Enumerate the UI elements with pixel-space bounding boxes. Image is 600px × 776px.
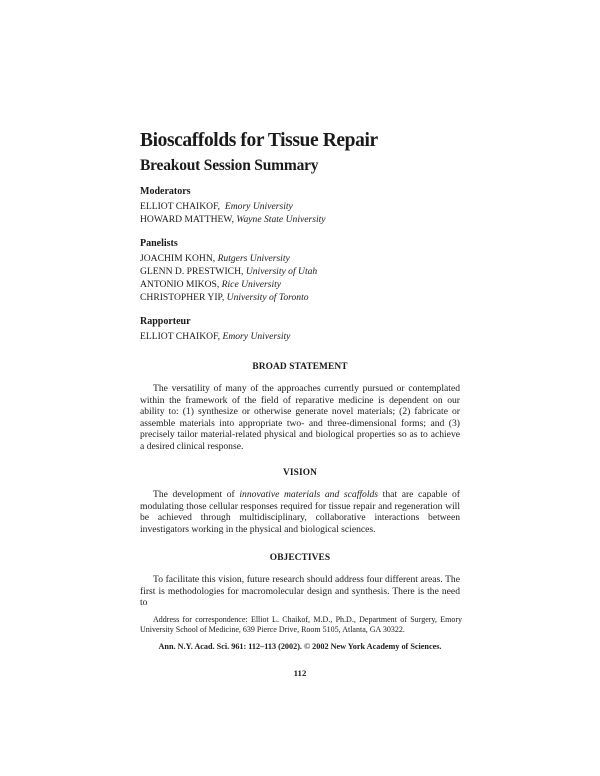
vision-text-start: The development of [153, 489, 240, 500]
rapporteur-label: Rapporteur [140, 316, 191, 327]
journal-citation: Ann. N.Y. Acad. Sci. 961: 112–113 (2002). © 2002 New York Academy of Sciences. [158, 642, 442, 651]
moderators-label: Moderators [140, 186, 191, 197]
person-name: HOWARD MATTHEW, [140, 214, 234, 225]
article-subtitle: Breakout Session Summary [140, 157, 319, 174]
person-affiliation: Wayne State University [236, 214, 326, 225]
person-affiliation: Rutgers University [217, 253, 290, 264]
person-affiliation: Emory University [222, 331, 291, 342]
person-affiliation: Rice University [221, 279, 282, 290]
vision-text-emphasis: innovative materials and scaffolds [239, 489, 379, 500]
person-name: CHRISTOPHER YIP, [140, 292, 225, 303]
person-affiliation: University of Utah [245, 266, 318, 277]
footnote-text: Address for correspondence: Elliot L. Chaikof, M.D., Ph.D., Department of Surgery, Emory University School of Medicine, 639 Pierce Drive, Room 5105, Atlanta, GA 30322. [140, 615, 462, 635]
correspondence-footnote [140, 615, 462, 636]
broad-statement-heading: BROAD STATEMENT [252, 362, 348, 372]
broad-statement-paragraph [140, 383, 460, 453]
objectives-paragraph [140, 574, 460, 609]
person-name: ELLIOT CHAIKOF, [140, 201, 221, 212]
person-name: JOACHIM KOHN, [140, 253, 216, 264]
page-number: 112 [293, 668, 307, 678]
article-title: Bioscaffolds for Tissue Repair [140, 130, 378, 151]
panelist-entry [140, 253, 290, 264]
panelist-entry [140, 279, 281, 290]
broad-statement-text: The versatility of many of the approaches currently pursued or contemplated within the framework of the field of reparative medicine is dependent on our ability to: (1) synthesize or otherwise generate novel materials; (2) fabricate or assemble materials into appropriate two- and three-dimensional forms; and (3) precisely tailor material-related physical and biological properties so as to achieve a desired clinical response. [140, 383, 460, 452]
vision-text-end: that are capable of modulating those cellular responses required for tissue repair and regeneration will be achieved through multidisciplinary, collaborative interactions between investigators working in the physical and biological sciences. [140, 489, 460, 535]
panelist-entry [140, 292, 309, 303]
person-affiliation: Emory University [224, 201, 293, 212]
person-name: ANTONIO MIKOS, [140, 279, 220, 290]
rapporteur-entry [140, 331, 290, 342]
moderator-entry [140, 214, 326, 225]
person-affiliation: University of Toronto [226, 292, 309, 303]
person-name: GLENN D. PRESTWICH, [140, 266, 244, 277]
objectives-text: To facilitate this vision, future research should address four different areas. The first is methodologies for macromolecular design and synthesis. There is the need to [140, 574, 460, 609]
panelists-label: Panelists [140, 238, 178, 249]
person-name: ELLIOT CHAIKOF, [140, 331, 221, 342]
moderator-entry [140, 201, 293, 212]
vision-heading: VISION [283, 468, 317, 478]
panelist-entry [140, 266, 317, 277]
objectives-heading: OBJECTIVES [269, 553, 331, 563]
vision-paragraph [140, 489, 460, 535]
